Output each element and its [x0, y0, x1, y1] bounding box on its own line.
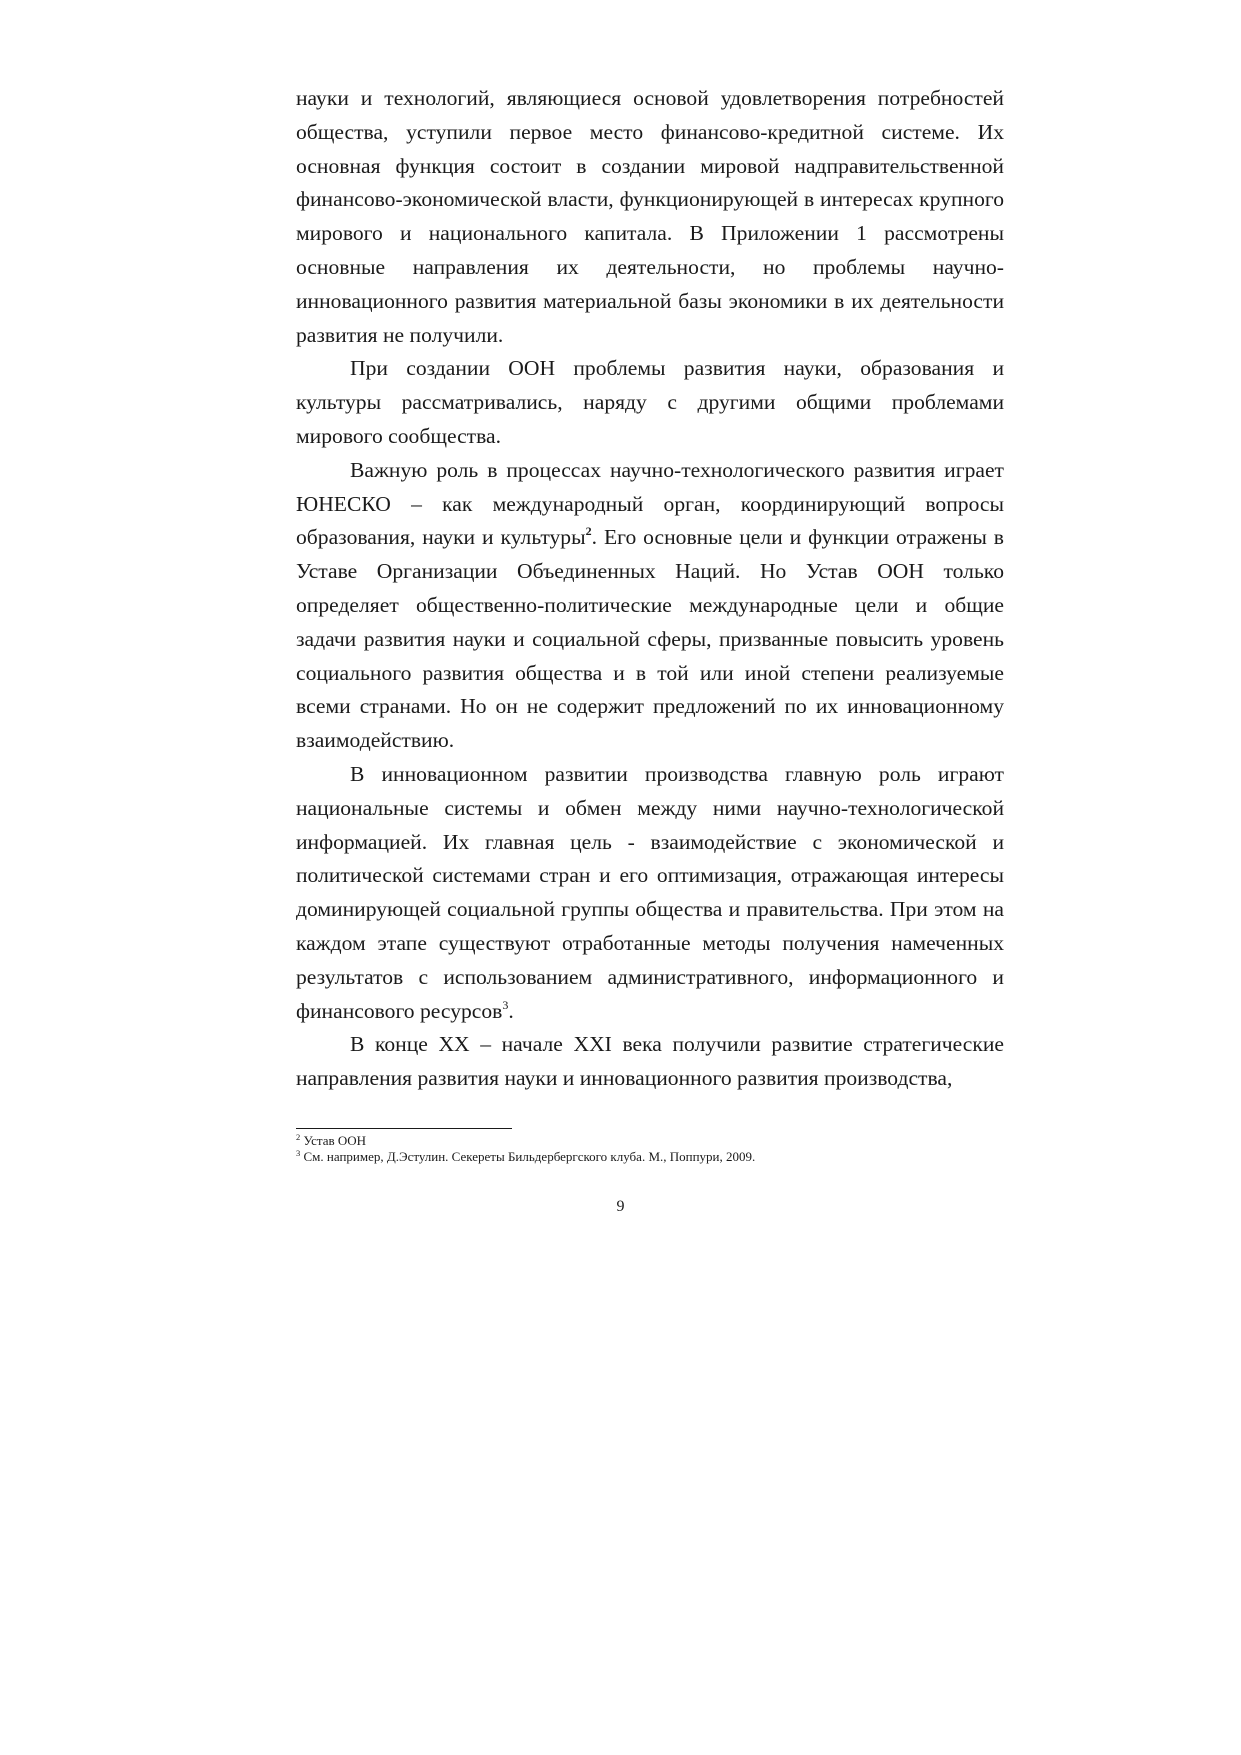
- footnote-ref-3[interactable]: 3: [502, 997, 509, 1012]
- paragraph-4-text-after: .: [508, 998, 514, 1023]
- paragraph-4-text-before: В инновационном развитии производства главную роль играют национальные системы и обмен между ними научно-технологической информацией. Их главная цель - взаимодействие с экономической и политической системами стран и его оптимизация, отражающая интересы доминирующей социальной группы общества и правительства. При этом на каждом этапе существуют отработанные методы получения намеченных результатов с использованием административного, информационного и финансового ресурсов: [296, 761, 1004, 1023]
- footnote-separator: [296, 1128, 512, 1129]
- paragraph-4: [296, 758, 1004, 1028]
- paragraph-1: науки и технологий, являющиеся основой удовлетворения потребностей общества, уступили первое место финансово-кредитной системе. Их основная функция состоит в создании мировой надправительственной финансово-экономической власти, функционирующей в интересах крупного мирового и национального капитала. В Приложении 1 рассмотрены основные направления их деятельности, но проблемы научно-инновационного развития материальной базы экономики в их деятельности развития не получили.: [296, 86, 1004, 347]
- paragraph-5: В конце XX – начале XXI века получили развитие стратегические направления развития науки и инновационного развития производства,: [296, 1032, 1004, 1091]
- footnote-2-mark: 2: [296, 1132, 301, 1142]
- footnote-3-mark: 3: [296, 1148, 301, 1158]
- footnote-3: [296, 1149, 1004, 1165]
- paragraph-3-text-before: Важную роль в процессах научно-технологического развития играет ЮНЕСКО – как международный орган, координирующий вопросы образования, науки и культуры: [296, 457, 1004, 550]
- footnote-ref-2[interactable]: 2: [585, 524, 592, 539]
- footnote-3-text: См. например, Д.Эстулин. Секереты Бильдербергского клуба. М., Поппури, 2009.: [300, 1149, 756, 1164]
- footnote-2: [296, 1133, 1004, 1149]
- paragraph-2: При создании ООН проблемы развития науки, образования и культуры рассматривались, наряду с другими общими проблемами мирового сообщества.: [296, 356, 1004, 448]
- page-number: 9: [616, 1198, 625, 1215]
- page-body: [296, 82, 1004, 1096]
- footnotes: [296, 1133, 1004, 1165]
- footnote-2-text: Устав ООН: [300, 1133, 367, 1148]
- paragraph-3-text-after: . Его основные цели и функции отражены в Уставе Организации Объединенных Наций. Но Устав ООН только определяет общественно-политические международные цели и общие задачи развития науки и социальной сферы, призванные повысить уровень социального развития общества и в той или иной степени реализуемые всеми странами. Но он не содержит предложений по их инновационному взаимодействию.: [296, 525, 1004, 753]
- paragraph-3: [296, 454, 1004, 758]
